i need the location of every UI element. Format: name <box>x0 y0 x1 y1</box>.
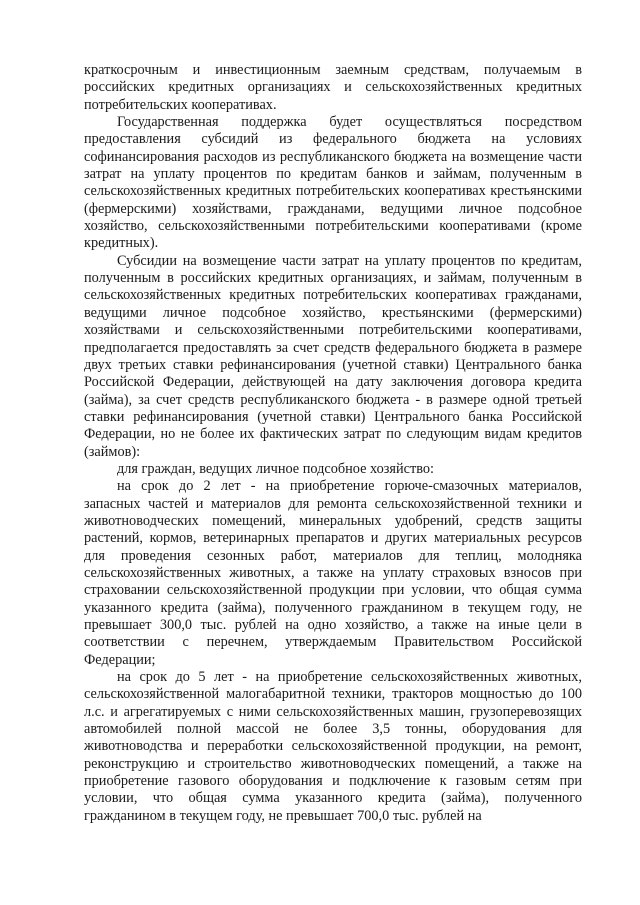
paragraph-1: краткосрочным и инвестиционным заемным средствам, получаемым в российских кредитных организациях и сельскохозяйственных кредитных потребительских кооперативах. <box>84 62 582 113</box>
paragraph-6: на срок до 5 лет - на приобретение сельскохозяйственных животных, сельскохозяйственной малогабаритной техники, тракторов мощностью до 100 л.с. и агрегатируемых с ними сельскохозяйственных машин, грузоперевозящих автомобилей полной массой не более 3,5 тонны, оборудования для животноводства и переработки сельскохозяйственной продукции, на ремонт, реконструкцию и строительство животноводческих помещений, а также на приобретение газового оборудования и подключение к газовым сетям при условии, что общая сумма указанного кредита (займа), полученного гражданином в текущем году, не превышает 700,0 тыс. рублей на <box>84 669 582 824</box>
paragraph-5: на срок до 2 лет - на приобретение горюче-смазочных материалов, запасных частей и материалов для ремонта сельскохозяйственной техники и животноводческих помещений, минеральных удобрений, средств защиты растений, кормов, ветеринарных препаратов и других материальных ресурсов для проведения сезонных работ, материалов для теплиц, молодняка сельскохозяйственных животных, а также на уплату страховых взносов при страховании сельскохозяйственной продукции при условии, что общая сумма указанного кредита (займа), полученного гражданином в текущем году, не превышает 300,0 тыс. рублей на одно хозяйство, а также на иные цели в соответствии с перечнем, утверждаемым Правительством Российской Федерации; <box>84 478 582 668</box>
paragraph-2: Государственная поддержка будет осуществляться посредством предоставления субсидий из федерального бюджета на условиях софинансирования расходов из республиканского бюджета на возмещение части затрат на уплату процентов по кредитам банков и займам, полученным в сельскохозяйственных кредитных потребительских кооперативах крестьянскими (фермерскими) хозяйствами, гражданами, ведущими личное подсобное хозяйство, сельскохозяйственными потребительскими кооперативами (кроме кредитных). <box>84 114 582 252</box>
document-page <box>84 62 582 825</box>
paragraph-3: Субсидии на возмещение части затрат на уплату процентов по кредитам, полученным в российских кредитных организациях, и займам, полученным в сельскохозяйственных кредитных потребительских кооперативах гражданами, ведущими личное подсобное хозяйство, крестьянскими (фермерскими) хозяйствами и сельскохозяйственными потребительскими кооперативами, предполагается предоставлять за счет средств федерального бюджета в размере двух третьих ставки рефинансирования (учетной ставки) Центрального банка Российской Федерации, действующей на дату заключения договора кредита (займа), за счет средств республиканского бюджета - в размере одной третьей ставки рефинансирования (учетной ставки) Центрального банка Российской Федерации, но не более их фактических затрат по следующим видам кредитов (займов): <box>84 252 582 460</box>
paragraph-4: для граждан, ведущих личное подсобное хозяйство: <box>117 460 435 477</box>
